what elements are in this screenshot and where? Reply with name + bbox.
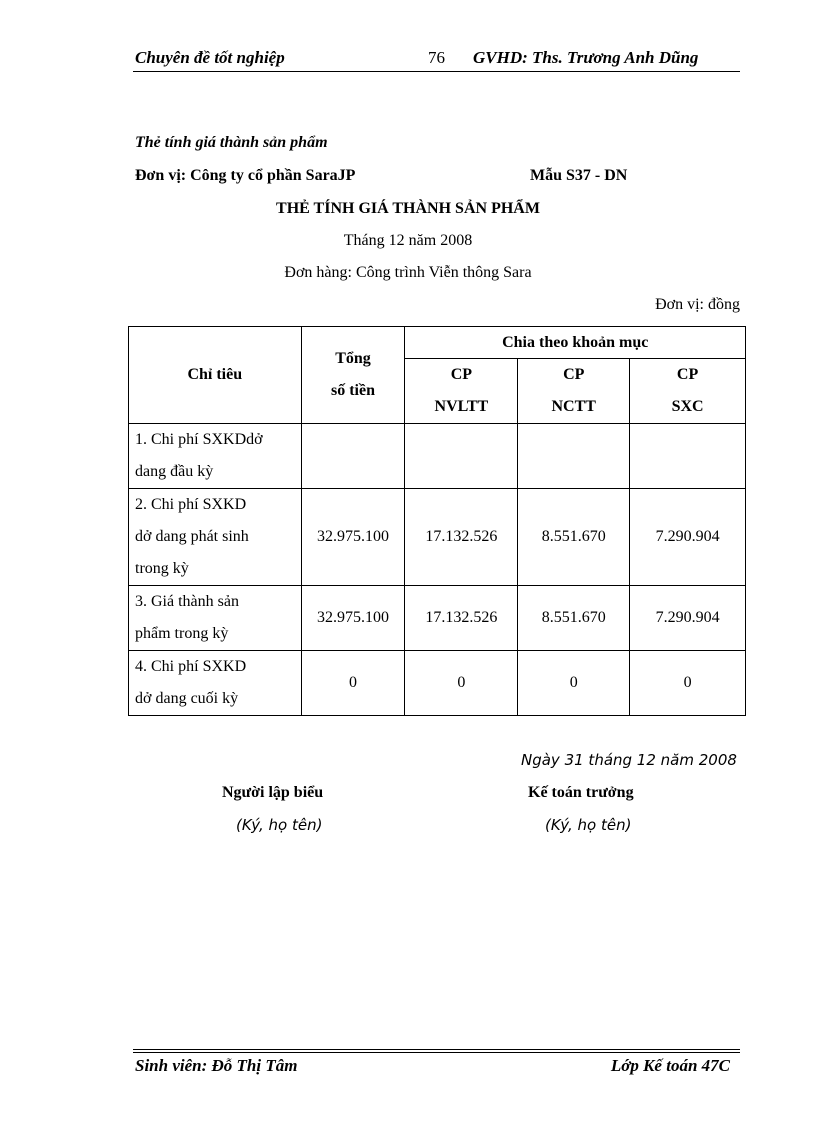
col-header-nctt-line2: NCTT — [551, 398, 596, 415]
row-label-line: 3. Giá thành sản — [135, 593, 239, 610]
row-label-line: trong kỳ — [135, 560, 189, 577]
cell-nctt: 8.551.670 — [518, 489, 630, 586]
page-number: 76 — [428, 48, 445, 67]
row-label — [129, 424, 302, 489]
preparer-title: Người lập biểu — [222, 784, 324, 801]
cell-sxc — [630, 424, 746, 489]
header-rule — [133, 71, 740, 72]
period: Tháng 12 năm 2008 — [343, 232, 473, 249]
row-label-line: 1. Chi phí SXKDdở — [135, 431, 263, 448]
col-header-total — [301, 327, 405, 424]
table-row — [129, 424, 746, 489]
chief-accountant-title: Kế toán trưởng — [528, 784, 634, 801]
cell-nvltt — [405, 424, 518, 489]
row-label-line: 2. Chi phí SXKD — [135, 496, 247, 513]
row-label-line: 4. Chi phí SXKD — [135, 658, 247, 675]
currency-unit: Đơn vị: đồng — [655, 296, 740, 313]
cell-nvltt: 17.132.526 — [405, 489, 518, 586]
table-row — [129, 586, 746, 651]
row-label — [129, 651, 302, 716]
col-header-nctt-line1: CP — [563, 366, 585, 383]
section-title: Thẻ tính giá thành sản phẩm — [135, 134, 328, 151]
form-code: Mẫu S37 - DN — [530, 167, 628, 184]
row-label-line: dang đầu kỳ — [135, 463, 214, 480]
cell-total: 32.975.100 — [301, 586, 405, 651]
row-label — [129, 586, 302, 651]
footer-rule — [133, 1052, 740, 1053]
cell-sxc: 7.290.904 — [630, 489, 746, 586]
order-name: Đơn hàng: Công trình Viễn thông Sara — [284, 264, 532, 281]
col-header-nvltt — [405, 359, 518, 424]
row-label-line: phẩm trong kỳ — [135, 625, 229, 642]
cell-nvltt: 17.132.526 — [405, 586, 518, 651]
col-header-total-line2: số tiền — [331, 382, 375, 399]
signature-date: Ngày 31 tháng 12 năm 2008 — [521, 751, 737, 769]
cell-nctt — [518, 424, 630, 489]
col-header-nctt — [518, 359, 630, 424]
footer-class: Lớp Kế toán 47C — [610, 1056, 730, 1075]
col-header-group: Chia theo khoản mục — [405, 327, 746, 359]
row-label-line: dở dang phát sinh — [135, 528, 249, 545]
col-header-nvltt-line1: CP — [450, 366, 473, 383]
cell-sxc: 7.290.904 — [630, 586, 746, 651]
col-header-total-line1: Tổng — [335, 350, 371, 367]
cell-nctt: 8.551.670 — [518, 586, 630, 651]
preparer-note: (Ký, họ tên) — [236, 816, 323, 834]
cell-nctt: 0 — [518, 651, 630, 716]
table-row — [129, 489, 746, 586]
header-topic: Chuyên đề tốt nghiệp — [135, 48, 285, 67]
footer-student: Sinh viên: Đỗ Thị Tâm — [135, 1056, 298, 1075]
cell-total — [301, 424, 405, 489]
cell-total: 0 — [301, 651, 405, 716]
col-header-sxc — [630, 359, 746, 424]
cell-nvltt: 0 — [405, 651, 518, 716]
cost-card-table — [128, 326, 746, 716]
col-header-indicator: Chỉ tiêu — [129, 327, 302, 424]
chief-accountant-note: (Ký, họ tên) — [545, 816, 632, 834]
table-row — [129, 651, 746, 716]
col-header-nvltt-line2: NVLTT — [434, 398, 489, 415]
row-label-line: dở dang cuối kỳ — [135, 690, 239, 707]
col-header-sxc-line1: CP — [676, 366, 699, 383]
unit-label: Đơn vị: Công ty cổ phần SaraJP — [135, 167, 356, 184]
col-header-sxc-line2: SXC — [671, 398, 704, 415]
row-label — [129, 489, 302, 586]
cell-total: 32.975.100 — [301, 489, 405, 586]
page-title: THẺ TÍNH GIÁ THÀNH SẢN PHẨM — [276, 200, 540, 217]
cell-sxc: 0 — [630, 651, 746, 716]
header-supervisor: GVHD: Ths. Trương Anh Dũng — [473, 48, 699, 67]
footer-rule — [133, 1049, 740, 1050]
